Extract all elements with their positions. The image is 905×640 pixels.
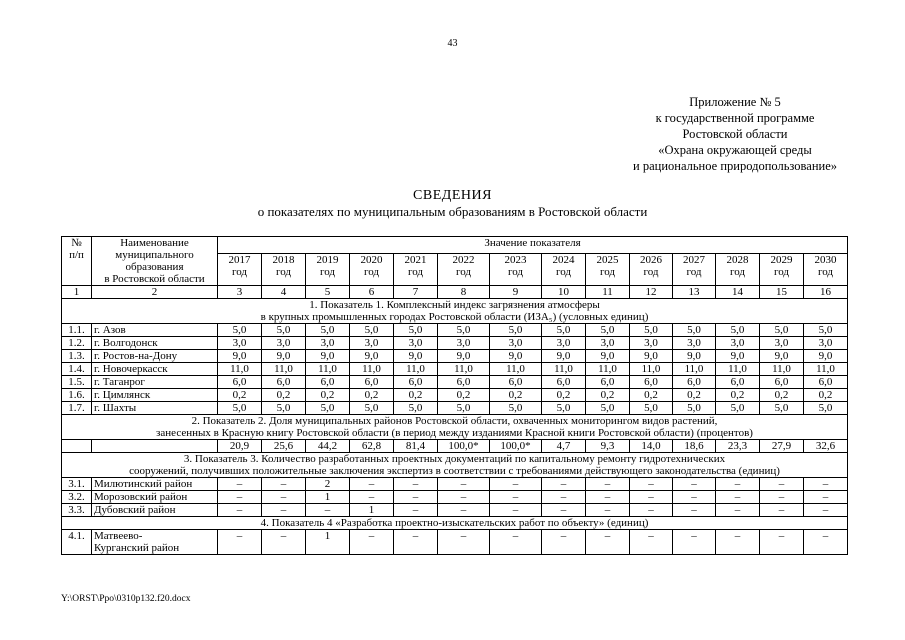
indicator-value: 3,0 xyxy=(490,337,542,350)
row-number: 1.6. xyxy=(62,389,92,402)
indicator-value: – xyxy=(804,530,848,555)
section-heading: 2. Показатель 2. Доля муниципальных районов Ростовской области, охваченных мониторингом видов растений, занесенных в Красную книгу Ростовской области (в период между изданиями Красной книги Ростовской области) (процентов) xyxy=(62,415,848,440)
indicator-value: – xyxy=(262,504,306,517)
indicator-value: – xyxy=(716,478,760,491)
indicator-value: – xyxy=(394,491,438,504)
indicator-value: 5,0 xyxy=(306,402,350,415)
indicator-value: – xyxy=(716,530,760,555)
indicator-value: – xyxy=(438,530,490,555)
column-number: 1 xyxy=(62,286,92,299)
indicator-value: 9,0 xyxy=(760,350,804,363)
indicator-value: – xyxy=(673,491,716,504)
indicator-value: 11,0 xyxy=(394,363,438,376)
indicator-value: 3,0 xyxy=(716,337,760,350)
indicator-value: 5,0 xyxy=(586,324,630,337)
table-column-numbers-row xyxy=(62,286,848,299)
indicator-value: – xyxy=(262,530,306,555)
indicator-value: 11,0 xyxy=(306,363,350,376)
indicator-value: 5,0 xyxy=(394,324,438,337)
municipality-name: Дубовский район xyxy=(92,504,218,517)
indicator-value: – xyxy=(490,504,542,517)
indicator-value: 5,0 xyxy=(586,402,630,415)
indicator-value: 0,2 xyxy=(218,389,262,402)
header-year: 2021 год xyxy=(394,253,438,285)
table-row xyxy=(62,337,848,350)
indicator-value: 11,0 xyxy=(804,363,848,376)
indicator-value: 5,0 xyxy=(350,324,394,337)
indicator-value: – xyxy=(586,478,630,491)
section-heading-row xyxy=(62,517,848,530)
header-year: 2028 год xyxy=(716,253,760,285)
indicator-value: 9,0 xyxy=(804,350,848,363)
column-number: 2 xyxy=(92,286,218,299)
indicator-value: 5,0 xyxy=(542,402,586,415)
header-year: 2024 год xyxy=(542,253,586,285)
table-row xyxy=(62,389,848,402)
indicator-value: 1 xyxy=(306,491,350,504)
indicator-value: – xyxy=(438,491,490,504)
column-number: 12 xyxy=(630,286,673,299)
column-number: 4 xyxy=(262,286,306,299)
indicator-value: 27,9 xyxy=(760,440,804,453)
indicator-value: 3,0 xyxy=(630,337,673,350)
row-number: 1.1. xyxy=(62,324,92,337)
indicator-value: 11,0 xyxy=(673,363,716,376)
indicator-value: 9,0 xyxy=(673,350,716,363)
indicator-value: 5,0 xyxy=(262,402,306,415)
indicator-value: 4,7 xyxy=(542,440,586,453)
indicator-value: – xyxy=(306,504,350,517)
indicator-value: – xyxy=(716,504,760,517)
indicator-value: 20,9 xyxy=(218,440,262,453)
section-heading-row xyxy=(62,415,848,440)
indicator-value: 11,0 xyxy=(760,363,804,376)
indicator-value: – xyxy=(542,491,586,504)
appendix-line: и рациональное природопользование» xyxy=(633,159,837,173)
indicator-value: 5,0 xyxy=(490,324,542,337)
indicator-value: 6,0 xyxy=(586,376,630,389)
indicator-value: – xyxy=(630,478,673,491)
indicator-value: 6,0 xyxy=(804,376,848,389)
indicator-value: 11,0 xyxy=(586,363,630,376)
row-number xyxy=(62,440,92,453)
header-year: 2029 год xyxy=(760,253,804,285)
column-number: 8 xyxy=(438,286,490,299)
indicator-value: – xyxy=(630,491,673,504)
indicator-value: – xyxy=(673,530,716,555)
document-subtitle: о показателях по муниципальным образованиям в Ростовской области xyxy=(257,204,648,219)
indicator-value: 5,0 xyxy=(542,324,586,337)
indicator-value: 0,2 xyxy=(438,389,490,402)
indicator-value: – xyxy=(716,491,760,504)
indicator-value: – xyxy=(218,478,262,491)
indicator-value: 0,2 xyxy=(306,389,350,402)
indicator-value: – xyxy=(490,491,542,504)
indicator-value: 5,0 xyxy=(438,402,490,415)
municipality-name: Милютинский район xyxy=(92,478,218,491)
indicator-value: – xyxy=(630,504,673,517)
row-number: 1.4. xyxy=(62,363,92,376)
column-number: 13 xyxy=(673,286,716,299)
indicator-value: – xyxy=(490,530,542,555)
indicator-value: 9,0 xyxy=(586,350,630,363)
table-row xyxy=(62,402,848,415)
header-col-value: Значение показателя xyxy=(218,237,848,254)
municipality-name: г. Азов xyxy=(92,324,218,337)
indicator-value: – xyxy=(490,478,542,491)
section-heading-row xyxy=(62,453,848,478)
indicator-value: – xyxy=(673,478,716,491)
indicator-value: 5,0 xyxy=(218,402,262,415)
page-number: 43 xyxy=(447,38,458,49)
indicator-value: 6,0 xyxy=(542,376,586,389)
header-year: 2023 год xyxy=(490,253,542,285)
appendix-block xyxy=(633,94,837,174)
appendix-line: Приложение № 5 xyxy=(689,95,781,109)
indicator-value: 5,0 xyxy=(218,324,262,337)
indicator-value: – xyxy=(218,530,262,555)
table-row xyxy=(62,478,848,491)
indicator-value: 5,0 xyxy=(673,324,716,337)
document-title: СВЕДЕНИЯ xyxy=(413,188,492,203)
indicator-value: 11,0 xyxy=(350,363,394,376)
indicator-value: 62,8 xyxy=(350,440,394,453)
indicator-value: 0,2 xyxy=(673,389,716,402)
indicator-value: 11,0 xyxy=(630,363,673,376)
indicator-value: – xyxy=(394,530,438,555)
indicator-value: 5,0 xyxy=(760,402,804,415)
municipality-name: Матвеево- Курганский район xyxy=(92,530,218,555)
indicator-value: 9,0 xyxy=(306,350,350,363)
indicator-value: 2 xyxy=(306,478,350,491)
indicator-value: 6,0 xyxy=(630,376,673,389)
indicator-value: – xyxy=(438,504,490,517)
municipality-name: г. Шахты xyxy=(92,402,218,415)
section-heading: 3. Показатель 3. Количество разработанных проектных документаций по капитальному ремонту гидротехнических сооружений, получивших положительные заключения экспертиз в соответствии с требованиями действующего законодательства (единиц) xyxy=(62,453,848,478)
table-row xyxy=(62,363,848,376)
indicator-value: – xyxy=(218,491,262,504)
indicator-value: 5,0 xyxy=(630,402,673,415)
indicator-value: – xyxy=(804,491,848,504)
indicator-value: 9,3 xyxy=(586,440,630,453)
indicator-value: – xyxy=(760,478,804,491)
indicator-value: 9,0 xyxy=(490,350,542,363)
indicator-value: 6,0 xyxy=(218,376,262,389)
indicator-value: 9,0 xyxy=(350,350,394,363)
table-header-row xyxy=(62,237,848,254)
indicator-value: 6,0 xyxy=(490,376,542,389)
indicator-value: 0,2 xyxy=(394,389,438,402)
indicator-value: 44,2 xyxy=(306,440,350,453)
indicator-value: 3,0 xyxy=(673,337,716,350)
indicator-value: – xyxy=(586,530,630,555)
indicator-value: 5,0 xyxy=(804,402,848,415)
indicator-value: 5,0 xyxy=(306,324,350,337)
header-year: 2018 год xyxy=(262,253,306,285)
section-heading-row xyxy=(62,299,848,324)
indicator-value: 5,0 xyxy=(394,402,438,415)
indicator-value: 6,0 xyxy=(716,376,760,389)
indicator-value: – xyxy=(586,504,630,517)
table-row xyxy=(62,491,848,504)
appendix-line: «Охрана окружающей среды xyxy=(658,143,812,157)
indicator-value: 5,0 xyxy=(490,402,542,415)
indicator-value: 5,0 xyxy=(262,324,306,337)
indicator-value: – xyxy=(760,530,804,555)
indicator-value: – xyxy=(218,504,262,517)
indicator-value: 23,3 xyxy=(716,440,760,453)
column-number: 6 xyxy=(350,286,394,299)
header-year: 2027 год xyxy=(673,253,716,285)
indicator-value: 11,0 xyxy=(262,363,306,376)
appendix-line: Ростовской области xyxy=(682,127,788,141)
row-number: 4.1. xyxy=(62,530,92,555)
indicator-value: 6,0 xyxy=(350,376,394,389)
indicator-value: 0,2 xyxy=(350,389,394,402)
municipality-name: г. Ростов-на-Дону xyxy=(92,350,218,363)
indicator-value: 9,0 xyxy=(218,350,262,363)
header-year: 2020 год xyxy=(350,253,394,285)
municipality-name: г. Новочеркасск xyxy=(92,363,218,376)
indicator-value: 5,0 xyxy=(760,324,804,337)
table-row xyxy=(62,376,848,389)
indicator-value: – xyxy=(760,491,804,504)
indicator-value: 9,0 xyxy=(438,350,490,363)
table-row xyxy=(62,530,848,555)
indicator-value: 3,0 xyxy=(394,337,438,350)
indicator-value: – xyxy=(350,530,394,555)
indicator-value: 0,2 xyxy=(716,389,760,402)
column-number: 10 xyxy=(542,286,586,299)
indicator-value: – xyxy=(760,504,804,517)
indicator-value: 0,2 xyxy=(542,389,586,402)
appendix-line: к государственной программе xyxy=(655,111,815,125)
indicator-value: 6,0 xyxy=(306,376,350,389)
indicator-value: 3,0 xyxy=(542,337,586,350)
indicator-value: – xyxy=(630,530,673,555)
column-number: 14 xyxy=(716,286,760,299)
municipality-name: г. Цимлянск xyxy=(92,389,218,402)
indicator-value: 3,0 xyxy=(218,337,262,350)
section-heading: 1. Показатель 1. Комплексный индекс загрязнения атмосферы в крупных промышленных городах Ростовской области (ИЗА₅) (условных единиц) xyxy=(62,299,848,324)
row-number: 1.3. xyxy=(62,350,92,363)
indicator-value: 5,0 xyxy=(716,402,760,415)
indicator-value: 3,0 xyxy=(760,337,804,350)
indicator-value: – xyxy=(262,491,306,504)
column-number: 16 xyxy=(804,286,848,299)
table-row xyxy=(62,350,848,363)
indicator-value: 3,0 xyxy=(804,337,848,350)
indicator-value: 9,0 xyxy=(262,350,306,363)
indicator-value: – xyxy=(542,504,586,517)
indicator-value: – xyxy=(438,478,490,491)
indicators-table xyxy=(61,236,848,555)
municipality-name: г. Таганрог xyxy=(92,376,218,389)
row-number: 1.5. xyxy=(62,376,92,389)
indicator-value: 3,0 xyxy=(306,337,350,350)
row-number: 3.1. xyxy=(62,478,92,491)
indicator-value: 0,2 xyxy=(760,389,804,402)
indicator-value: 5,0 xyxy=(630,324,673,337)
indicator-value: 3,0 xyxy=(262,337,306,350)
file-path-footer: Y:\ORST\Ppo\0310p132.f20.docx xyxy=(61,594,191,604)
municipality-name: г. Волгодонск xyxy=(92,337,218,350)
indicator-value: 14,0 xyxy=(630,440,673,453)
indicator-value: 11,0 xyxy=(716,363,760,376)
indicator-value: 6,0 xyxy=(673,376,716,389)
indicator-value: 1 xyxy=(306,530,350,555)
column-number: 7 xyxy=(394,286,438,299)
column-number: 15 xyxy=(760,286,804,299)
indicator-value: 9,0 xyxy=(542,350,586,363)
indicator-value: 6,0 xyxy=(438,376,490,389)
table-row xyxy=(62,504,848,517)
municipality-name: Морозовский район xyxy=(92,491,218,504)
indicator-value: 3,0 xyxy=(438,337,490,350)
indicator-value: 6,0 xyxy=(760,376,804,389)
header-col-no: № п/п xyxy=(62,237,92,286)
header-year: 2019 год xyxy=(306,253,350,285)
indicator-value: 0,2 xyxy=(262,389,306,402)
indicator-value: 0,2 xyxy=(586,389,630,402)
indicator-value: 11,0 xyxy=(218,363,262,376)
column-number: 3 xyxy=(218,286,262,299)
indicator-value: 6,0 xyxy=(262,376,306,389)
column-number: 5 xyxy=(306,286,350,299)
header-col-name: Наименование муниципального образования в Ростовской области xyxy=(92,237,218,286)
indicator-value: – xyxy=(350,478,394,491)
indicator-value: 0,2 xyxy=(804,389,848,402)
indicator-value: 5,0 xyxy=(716,324,760,337)
indicator-value: – xyxy=(804,478,848,491)
table-row xyxy=(62,324,848,337)
indicator-value: 11,0 xyxy=(542,363,586,376)
header-year: 2030 год xyxy=(804,253,848,285)
indicator-value: 5,0 xyxy=(350,402,394,415)
indicator-value: 5,0 xyxy=(804,324,848,337)
header-year: 2026 год xyxy=(630,253,673,285)
row-number: 3.3. xyxy=(62,504,92,517)
indicator-value: 32,6 xyxy=(804,440,848,453)
indicator-value: 1 xyxy=(350,504,394,517)
indicator-value: 18,6 xyxy=(673,440,716,453)
indicator-value: – xyxy=(262,478,306,491)
indicator-value: 100,0* xyxy=(438,440,490,453)
indicator-value: – xyxy=(673,504,716,517)
indicator-value: 9,0 xyxy=(394,350,438,363)
table-row xyxy=(62,440,848,453)
row-number: 1.2. xyxy=(62,337,92,350)
section-heading: 4. Показатель 4 «Разработка проектно-изыскательских работ по объекту» (единиц) xyxy=(62,517,848,530)
indicator-value: 6,0 xyxy=(394,376,438,389)
row-number: 3.2. xyxy=(62,491,92,504)
indicator-value: 9,0 xyxy=(630,350,673,363)
header-year: 2022 год xyxy=(438,253,490,285)
indicator-value: 0,2 xyxy=(490,389,542,402)
indicator-value: – xyxy=(542,478,586,491)
indicator-value: – xyxy=(804,504,848,517)
indicator-value: – xyxy=(394,504,438,517)
indicator-value: 5,0 xyxy=(673,402,716,415)
indicator-value: – xyxy=(542,530,586,555)
municipality-name xyxy=(92,440,218,453)
indicator-value: 3,0 xyxy=(586,337,630,350)
indicator-value: 25,6 xyxy=(262,440,306,453)
column-number: 9 xyxy=(490,286,542,299)
indicator-value: 9,0 xyxy=(716,350,760,363)
indicator-value: 11,0 xyxy=(490,363,542,376)
indicator-value: – xyxy=(394,478,438,491)
indicator-value: 100,0* xyxy=(490,440,542,453)
header-year: 2017 год xyxy=(218,253,262,285)
indicator-value: 11,0 xyxy=(438,363,490,376)
indicator-value: 0,2 xyxy=(630,389,673,402)
indicator-value: 3,0 xyxy=(350,337,394,350)
column-number: 11 xyxy=(586,286,630,299)
header-year: 2025 год xyxy=(586,253,630,285)
indicator-value: 81,4 xyxy=(394,440,438,453)
indicator-value: – xyxy=(350,491,394,504)
indicator-value: 5,0 xyxy=(438,324,490,337)
row-number: 1.7. xyxy=(62,402,92,415)
indicator-value: – xyxy=(586,491,630,504)
